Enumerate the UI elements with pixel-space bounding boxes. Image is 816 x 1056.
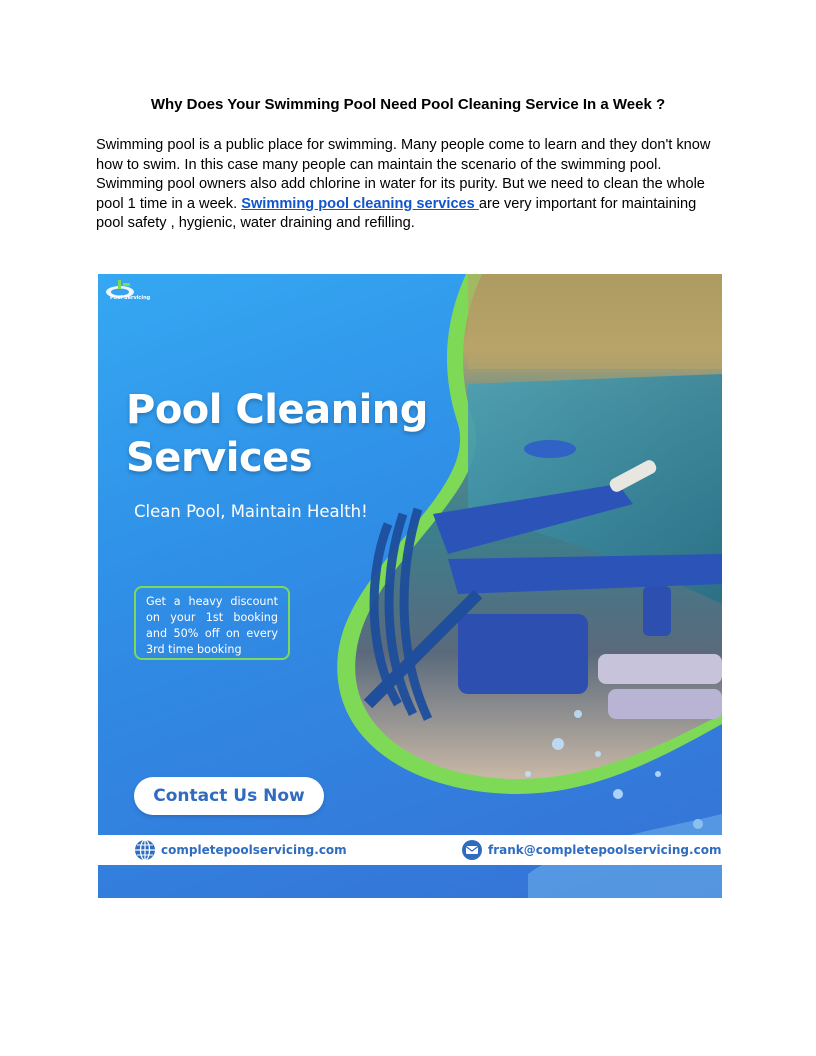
banner-headline xyxy=(126,386,466,482)
promo-banner-image xyxy=(98,274,722,898)
article-paragraph xyxy=(96,136,720,234)
envelope-icon xyxy=(461,839,483,861)
email-text: frank@completepoolservicing.com xyxy=(488,843,722,857)
paragraph-text-before: Swimming pool is a public place for swimming. Many people come to learn and they don't know how to swim. In this case many people can maintain the scenario of the swimming pool. Swimming pool owners also add chlorine in water for its purity. But we need to clean the whole pool 1 time in a week. xyxy=(96,137,711,212)
contact-us-button[interactable]: Contact Us Now xyxy=(134,777,324,815)
globe-icon xyxy=(134,839,156,861)
banner-contact-bar xyxy=(98,835,722,865)
email-contact[interactable] xyxy=(461,839,721,861)
logo-text: Pool Servicing xyxy=(110,295,151,301)
website-text: completepoolservicing.com xyxy=(161,843,347,857)
headline-line-2: Services xyxy=(126,435,313,481)
banner-tagline: Clean Pool, Maintain Health! xyxy=(134,502,368,521)
article-title: Why Does Your Swimming Pool Need Pool Cleaning Service In a Week ? xyxy=(150,96,666,113)
website-contact[interactable] xyxy=(134,839,347,861)
discount-offer-box: Get a heavy discount on your 1st booking and 50% off on every 3rd time booking xyxy=(134,586,290,660)
paragraph-text-after: are very important for maintaining pool safety , hygienic, water draining and refilling. xyxy=(96,195,697,232)
headline-line-1: Pool Cleaning xyxy=(126,387,428,433)
pool-cleaning-services-link[interactable]: Swimming pool cleaning services xyxy=(241,195,479,212)
